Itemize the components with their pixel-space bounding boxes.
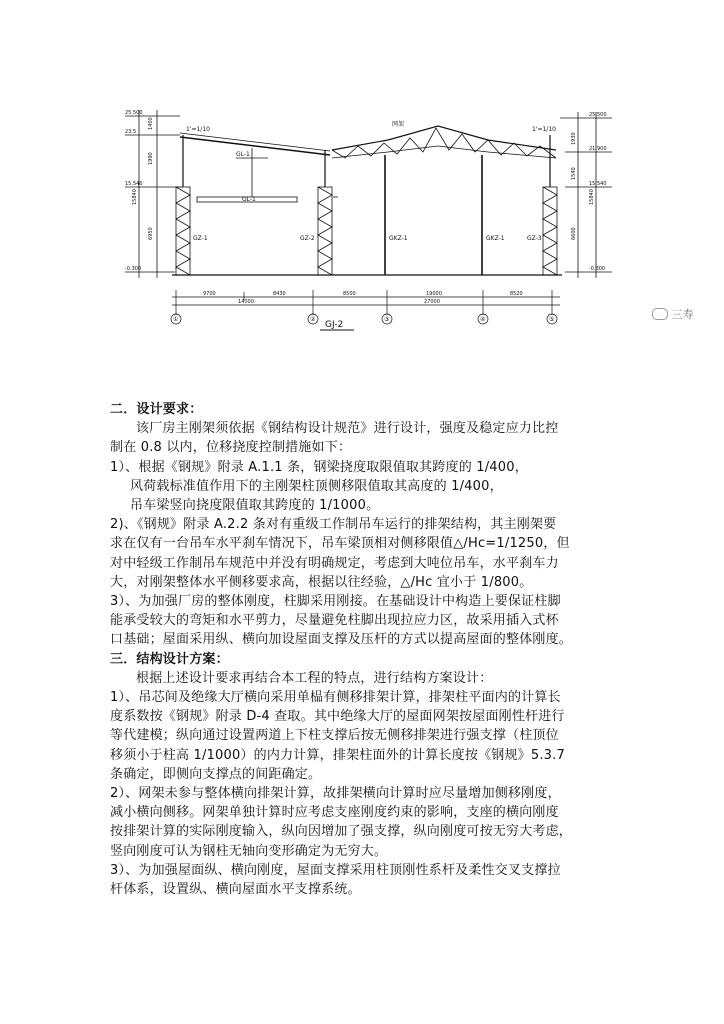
dim-v-right-3: 6600: [571, 227, 577, 240]
section2-line: 对中轻级工作制吊车规范中并没有明确规定，考虑到大吨位吊车，水平刹车力: [110, 555, 559, 571]
dim-v-right-2: 1540: [571, 167, 577, 180]
dim-h-3: 8500: [343, 291, 356, 297]
dim-h-total-2: 27000: [424, 299, 440, 305]
section3-line: 条确定，即侧向支撑点的间距确定。: [110, 766, 322, 782]
section3-line: 3）、为加强屋面纵、横向刚度，屋面支撑采用柱顶刚性系杆及柔性交叉支撑拉: [110, 862, 561, 878]
dim-h-1: 9700: [203, 291, 216, 297]
axis-4: ④: [480, 316, 486, 323]
section3-line: 竖向刚度可认为钢柱无轴向变形确定为无穷大。: [110, 843, 388, 859]
article-body: [110, 400, 625, 899]
dim-h-2: 8430: [273, 291, 286, 297]
elev-left-4: -0.300: [125, 266, 142, 272]
section2-line: 制在 0.8 以内，位移挠度控制措施如下：: [110, 440, 352, 456]
section2-line: 1）、根据《钢规》附录 A.1.1 条，钢梁挠度取限值取其跨度的 1/400，: [110, 459, 528, 475]
col-label-1: GZ-1: [193, 235, 208, 242]
elev-left-3: 15.540: [125, 181, 143, 187]
section3-line: 移须小于柱高 1/1000）的内力计算，排架柱面外的计算长度按《钢规》5.3.7: [110, 747, 565, 763]
elev-right-4: -0.300: [589, 266, 606, 272]
section2-line: 该厂房主刚架须依据《钢结构设计规范》进行设计，强度及稳定应力比控: [136, 421, 559, 437]
col-label-5: GZ-3: [527, 235, 542, 242]
drawing-caption: GJ-2: [325, 320, 344, 330]
watermark: [652, 306, 724, 324]
section2-line: 求在仅有一台吊车水平刹车情况下，吊车梁顶相对侧移限值△/Hc=1/1250，但: [110, 536, 570, 552]
elev-right-3: 15.540: [589, 181, 607, 187]
beam-label-1: GL-1: [242, 196, 256, 203]
dim-v-left-1: 1400: [148, 117, 154, 130]
section2-line: 吊车梁竖向挠度限值取其跨度的 1/1000。: [130, 498, 380, 514]
dim-h-total-1: 14000: [238, 299, 254, 305]
section2-heading: 二．设计要求：: [110, 402, 203, 417]
col-label-3: GKZ-1: [389, 235, 408, 242]
section2-line: 风荷载标准值作用下的主刚架柱顶侧移限值取其高度的 1/400，: [130, 478, 503, 494]
section3-line: 度系数按《钢规》附录 D-4 查取。其中绝缘大厅的屋面网架按屋面刚性杆进行: [110, 709, 565, 725]
section2-line: 3）、为加强厂房的整体刚度，柱脚采用刚接。在基础设计中构造上要保证柱脚: [110, 594, 561, 610]
section3-line: 根据上述设计要求再结合本工程的特点，进行结构方案设计：: [136, 670, 493, 686]
section3-line: 等代建模；纵向通过设置两道上下柱支撑后按无侧移排架进行强支撑（柱顶位: [110, 728, 559, 744]
elev-right-2: 21.900: [589, 146, 607, 152]
dim-v-right-1: 1930: [571, 132, 577, 145]
axis-2: ②: [310, 316, 316, 323]
section3-line: 减小横向侧移。网架单独计算时应考虑支座刚度约束的影响，支座的横向刚度: [110, 805, 559, 821]
axis-5: ⑤: [549, 316, 555, 323]
roof-label-1: 1'=1/10: [186, 126, 210, 133]
section2-line: 能承受较大的弯矩和水平剪力，尽量避免柱脚出现拉应力区，故采用插入式杯: [110, 613, 559, 629]
elev-left-2: 23.5: [125, 129, 137, 135]
beam-label-2: GL-1: [236, 151, 250, 158]
section3-line: 按排架计算的实际刚度输入，纵向因增加了强支撑，纵向刚度可按无穷大考虑，: [110, 824, 573, 840]
section3-heading: 三．结构设计方案：: [110, 651, 229, 667]
watermark-icon: [652, 308, 668, 320]
roof-label-3: 网架: [392, 121, 405, 128]
structural-frame-drawing: [0, 0, 724, 350]
section3-line: 杆体系，设置纵、横向屋面水平支撑系统。: [110, 882, 361, 898]
dim-v-left-2: 1990: [148, 152, 154, 165]
elev-right-1: 25.500: [589, 112, 607, 118]
dim-v-left-4: 15840: [132, 189, 138, 205]
dim-h-4: 19000: [426, 291, 442, 297]
axis-3: ③: [384, 316, 390, 323]
dim-v-right-4: 15840: [589, 189, 595, 205]
section2-line: 口基础；屋面采用纵、横向加设屋面支撑及压杆的方式以提高屋面的整体刚度。: [110, 632, 573, 648]
section2-line: 2)、《钢规》附录 A.2.2 条对有重级工作制吊车运行的排架结构，其主刚架要: [110, 517, 557, 533]
section3-line: 1）、吊芯间及绝缘大厅横向采用单榀有侧移排架计算，排架柱平面内的计算长: [110, 690, 561, 706]
roof-label-2: 1'=1/10: [532, 126, 556, 133]
section2-line: 大，对刚架整体水平侧移要求高，根据以往经验，△/Hc 宜小于 1/800。: [110, 574, 533, 590]
col-label-4: GKZ-1: [486, 235, 505, 242]
watermark-text: 三寿: [671, 308, 694, 321]
col-label-2: GZ-2: [300, 235, 315, 242]
axis-1: ①: [173, 316, 179, 323]
elev-left-1: 25.500: [125, 110, 143, 116]
section3-line: 2）、网架未参与整体横向排架计算，故排架横向计算时应尽量增加侧移刚度，: [110, 786, 561, 802]
dim-v-left-3: 6950: [148, 227, 154, 240]
dim-h-5: 8520: [510, 291, 523, 297]
